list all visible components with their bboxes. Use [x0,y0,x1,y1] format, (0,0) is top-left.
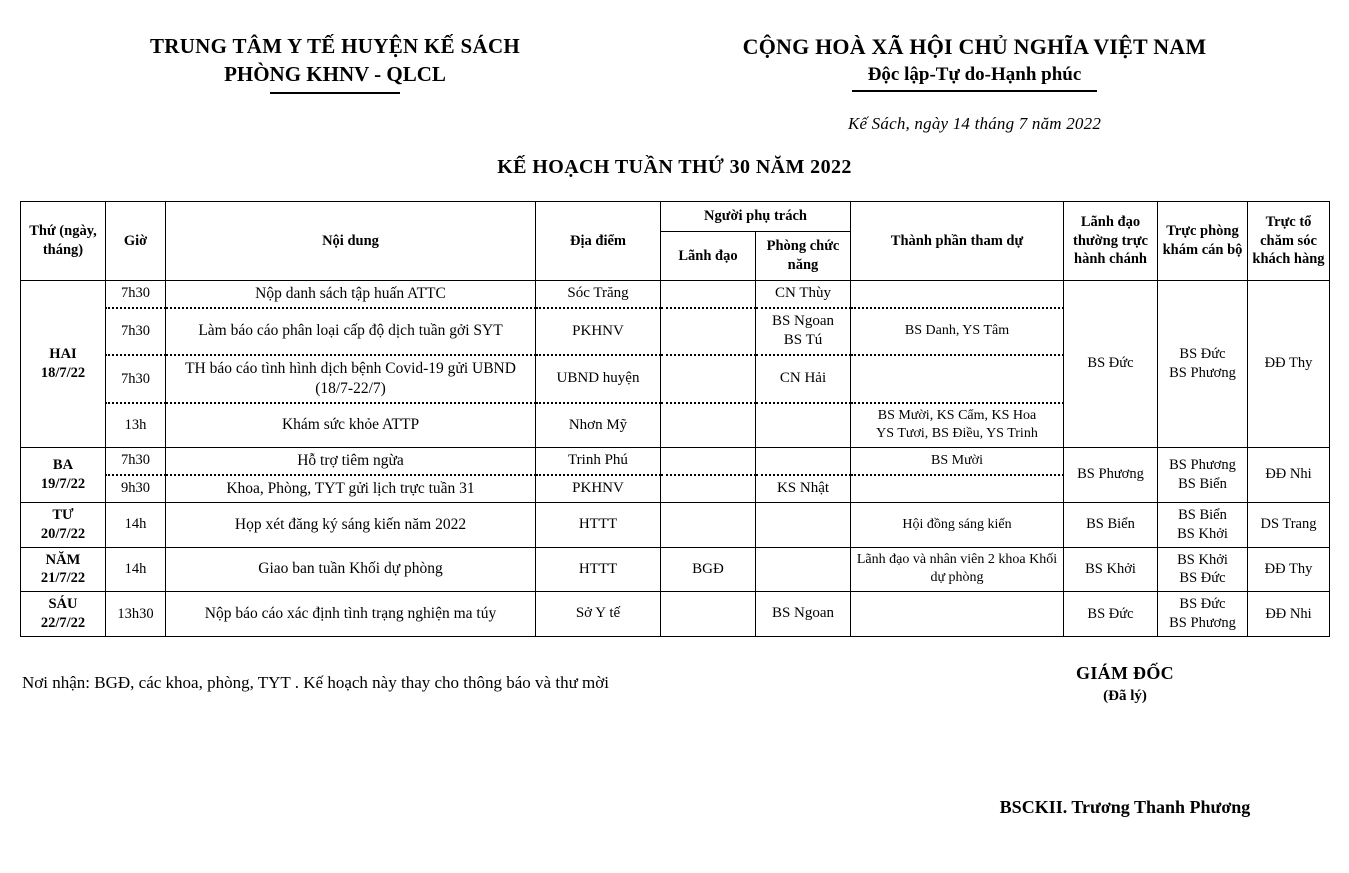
document-footer [0,663,1349,843]
cell-place: Nhơn Mỹ [536,403,661,447]
cell-place: Trinh Phú [536,447,661,475]
cell-dept: CN Thùy [756,280,851,308]
cell-clinic-duty: BS Phương BS Biển [1158,447,1248,502]
national-title: CỘNG HOÀ XÃ HỘI CHỦ NGHĨA VIỆT NAM [742,34,1207,59]
col-header-attendees: Thành phần tham dự [851,202,1064,281]
cell-content: Khoa, Phòng, TYT gửi lịch trực tuần 31 [166,475,536,503]
department-underline [270,92,400,94]
col-header-content: Nội dung [166,202,536,281]
cell-admin-duty: BS Đức [1064,592,1158,637]
cell-dept: KS Nhật [756,475,851,503]
cell-dept [756,447,851,475]
table-header-row-1 [21,202,1330,232]
col-header-time: Giờ [106,202,166,281]
cell-care-duty: DS Trang [1248,502,1330,547]
signer-name: BSCKII. Trương Thanh Phương [999,796,1251,817]
cell-attendees: BS Mười [851,447,1064,475]
cell-clinic-duty: BS Biển BS Khởi [1158,502,1248,547]
department-name: PHÒNG KHNV - QLCL [224,62,446,87]
cell-place: Sở Y tế [536,592,661,637]
national-motto-underline [852,90,1097,92]
cell-dept: BS Ngoan [756,592,851,637]
col-header-incharge-leader: Lãnh đạo [661,232,756,281]
cell-day: BA 19/7/22 [21,447,106,502]
table-body [21,280,1330,636]
cell-content: Nộp danh sách tập huấn ATTC [166,280,536,308]
cell-leader [661,355,756,403]
cell-time: 9h30 [106,475,166,503]
document-header [0,0,1349,134]
national-heading-block [640,32,1349,134]
cell-dept: CN Hải [756,355,851,403]
cell-content: TH báo cáo tình hình dịch bệnh Covid-19 gửi UBND (18/7-22/7) [166,355,536,403]
cell-leader [661,280,756,308]
cell-time: 7h30 [106,447,166,475]
col-header-incharge-dept: Phòng chức năng [756,232,851,281]
table-row [21,547,1330,592]
cell-attendees [851,355,1064,403]
cell-leader [661,592,756,637]
col-header-care-duty: Trực tổ chăm sóc khách hàng [1248,202,1330,281]
place-and-date: Kế Sách, ngày 14 tháng 7 năm 2022 [847,114,1102,134]
table-row [21,592,1330,637]
cell-place: PKHNV [536,308,661,355]
cell-leader [661,447,756,475]
col-header-clinic-duty: Trực phòng khám cán bộ [1158,202,1248,281]
cell-place: HTTT [536,547,661,592]
cell-time: 7h30 [106,280,166,308]
table-row [21,447,1330,475]
cell-time: 13h30 [106,592,166,637]
national-motto: Độc lập-Tự do-Hạnh phúc [867,63,1082,85]
cell-care-duty: ĐĐ Thy [1248,547,1330,592]
cell-clinic-duty: BS Khởi BS Đức [1158,547,1248,592]
cell-place: HTTT [536,502,661,547]
page-title: KẾ HOẠCH TUẦN THỨ 30 NĂM 2022 [497,156,852,179]
cell-day: HAI 18/7/22 [21,280,106,447]
cell-time: 14h [106,547,166,592]
signature-block [960,663,1290,818]
cell-clinic-duty: BS Đức BS Phương [1158,592,1248,637]
cell-clinic-duty: BS Đức BS Phương [1158,280,1248,447]
cell-dept [756,403,851,447]
cell-content: Làm báo cáo phân loại cấp độ dịch tuần gởi SYT [166,308,536,355]
col-header-place: Địa điểm [536,202,661,281]
cell-time: 14h [106,502,166,547]
cell-time: 7h30 [106,355,166,403]
cell-content: Khám sức khỏe ATTP [166,403,536,447]
organization-name: TRUNG TÂM Y TẾ HUYỆN KẾ SÁCH [149,34,521,58]
cell-content: Nộp báo cáo xác định tình trạng nghiện ma túy [166,592,536,637]
cell-dept: BS Ngoan BS Tú [756,308,851,355]
cell-admin-duty: BS Biển [1064,502,1158,547]
cell-place: Sóc Trăng [536,280,661,308]
table-header [21,202,1330,281]
cell-day: NĂM 21/7/22 [21,547,106,592]
cell-leader [661,502,756,547]
cell-attendees: BS Danh, YS Tâm [851,308,1064,355]
cell-attendees: Lãnh đạo và nhân viên 2 khoa Khối dự phòng [851,547,1064,592]
cell-attendees [851,475,1064,503]
cell-place: PKHNV [536,475,661,503]
cell-care-duty: ĐĐ Thy [1248,280,1330,447]
cell-dept [756,547,851,592]
schedule-table-wrapper [20,201,1329,637]
cell-content: Giao ban tuần Khối dự phòng [166,547,536,592]
cell-care-duty: ĐĐ Nhi [1248,592,1330,637]
cell-dept [756,502,851,547]
table-row [21,502,1330,547]
cell-admin-duty: BS Đức [1064,280,1158,447]
cell-time: 13h [106,403,166,447]
cell-leader [661,475,756,503]
cell-content: Họp xét đăng ký sáng kiến năm 2022 [166,502,536,547]
cell-attendees: BS Mười, KS Cẩm, KS Hoa YS Tươi, BS Điều, YS Trinh [851,403,1064,447]
cell-leader [661,308,756,355]
col-header-admin-duty: Lãnh đạo thường trực hành chánh [1064,202,1158,281]
cell-day: SÁU 22/7/22 [21,592,106,637]
cell-content: Hỗ trợ tiêm ngừa [166,447,536,475]
cell-attendees [851,592,1064,637]
col-header-day: Thứ (ngày, tháng) [21,202,106,281]
cell-place: UBND huyện [536,355,661,403]
col-header-incharge-group: Người phụ trách [661,202,851,232]
cell-leader: BGĐ [661,547,756,592]
signer-note: (Đã lý) [1103,687,1147,704]
cell-attendees [851,280,1064,308]
cell-care-duty: ĐĐ Nhi [1248,447,1330,502]
recipients-note: Nơi nhận: BGĐ, các khoa, phòng, TYT . Kế hoạch này thay cho thông báo và thư mời [22,672,609,692]
cell-day: TƯ 20/7/22 [21,502,106,547]
cell-admin-duty: BS Phương [1064,447,1158,502]
table-row [21,280,1330,308]
cell-admin-duty: BS Khởi [1064,547,1158,592]
weekly-schedule-table [20,201,1330,637]
cell-leader [661,403,756,447]
cell-attendees: Hội đồng sáng kiến [851,502,1064,547]
signer-title: GIÁM ĐỐC [1076,662,1174,683]
organization-block [0,32,640,134]
cell-time: 7h30 [106,308,166,355]
